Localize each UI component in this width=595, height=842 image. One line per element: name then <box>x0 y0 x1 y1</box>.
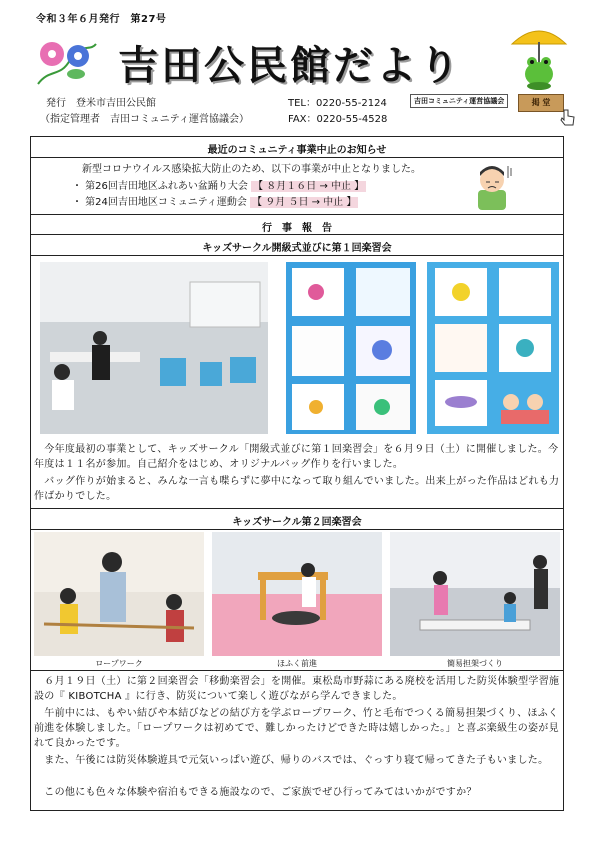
worried-person-icon <box>470 162 514 210</box>
publisher-line: 発行 登米市吉田公民館 <box>46 98 156 109</box>
notice-item-name: ・ 第24回吉田地区コミュニティ運動会 <box>72 197 247 208</box>
divider <box>30 255 564 256</box>
pointer-hand-icon <box>560 108 576 126</box>
section2-paragraph: ６月１９日（土）に第２回楽習会「移動楽習会」を開催。東松島市野蒜にある廃校を活用した防災体験型学習施設の『 KIBOTCHA 』に行き、防災について楽しく遊びながら学んできました。 <box>34 676 560 702</box>
caption-stretcher: 簡易担架づくり <box>447 659 503 668</box>
section1-paragraph: 今年度最初の事業として、キッズサークル「開級式並びに第１回楽習会」を６月９日（土）に開催しました。今年度は１１名が参加。自己紹介をはじめ、オリジナルバッグ作りを行いました。 <box>34 444 559 470</box>
divider <box>30 234 564 235</box>
divider <box>30 214 564 215</box>
photo-rope-work <box>34 532 204 656</box>
tel-number: TEL：0220-55-2124 <box>288 98 387 109</box>
caption-rope-work: ロープワーク <box>95 659 143 668</box>
notice-item-name: ・ 第26回吉田地区ふれあい盆踊り大会 <box>72 181 248 192</box>
fax-number: FAX：0220-55-4528 <box>288 114 388 125</box>
divider <box>30 529 564 530</box>
section1-paragraph: バッグ作りが始まると、みんな一言も喋らずに夢中になって取り組んでいました。出来上がった作品はどれも力作ばかりでした。 <box>34 476 560 502</box>
kids-circle-1-heading: キッズサークル開級式並びに第１回楽習会 <box>202 243 392 254</box>
divider <box>30 157 564 158</box>
notice-item-date: 【 ８月１６日 → 中止 】 <box>253 181 365 192</box>
wooden-sign: 掲 堂 <box>518 94 564 112</box>
notice-item-bon-odori <box>72 180 366 194</box>
section2-paragraph: この他にも色々な体験や宿泊もできる施設なので、ご家族でぜひ行ってみてはいかがですか？ <box>34 787 477 798</box>
section2-paragraph: また、午後には防災体験遊具で元気いっぱい遊び、帰りのバスでは、ぐっすり寝て帰ってきた子もいました。 <box>34 755 549 766</box>
issue-number: 令和３年６月発行 第27号 <box>36 14 167 25</box>
photo-classroom <box>40 262 268 434</box>
frog-umbrella-icon <box>508 22 570 92</box>
section2-paragraph: 午前中には、もやい結びや本結びなどの結び方を学ぶロープワーク、竹と毛布でつくる簡易担架づくり、ほふく前進を体験しました。「ロープワークは初めてで、難しかったけどできた時は嬉しかった。」と喜ぶ楽級生の姿が見れて良かったです。 <box>34 708 559 749</box>
manager-line: （指定管理者 吉田コミュニティ運営協議会） <box>40 114 249 125</box>
newsletter-title: 吉田公民館だより <box>118 43 462 89</box>
caption-crawling: ほふく前進 <box>277 659 317 668</box>
photo-bags-2 <box>427 262 559 434</box>
notice-heading: 最近のコミュニティ事業中止のお知らせ <box>207 145 387 156</box>
notice-intro: 新型コロナウイルス感染拡大防止のため、以下の事業が中止となりました。 <box>82 164 421 175</box>
divider <box>30 670 564 671</box>
notice-item-sports-day <box>72 196 358 210</box>
morning-glory-icon <box>30 38 100 90</box>
photo-bags-1 <box>286 262 416 434</box>
kids-circle-2-heading: キッズサークル第２回楽習会 <box>232 517 362 528</box>
photo-stretcher <box>390 532 560 656</box>
photo-crawling <box>212 532 382 656</box>
divider <box>30 508 564 509</box>
report-heading: 行 事 報 告 <box>262 223 332 234</box>
notice-item-date: 【 ９月 ５日 → 中止 】 <box>252 197 357 208</box>
org-badge: 吉田コミュニティ運営協議会 <box>410 94 508 108</box>
